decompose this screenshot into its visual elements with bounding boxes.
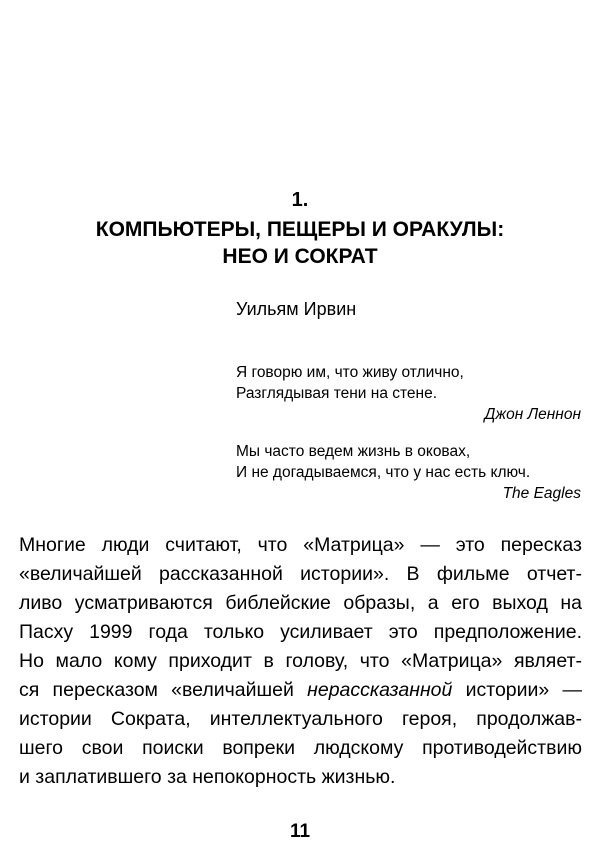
epigraph-lennon [236,362,581,425]
body-line: и заплатившего за непокорность жизнью. [19,766,396,788]
author-name: Уильям Ирвин [236,299,357,319]
body-line: ливо усматриваются библейские образы, а его выход на [19,592,582,614]
body-line: «величайшей рассказанной истории». В фильме отчет- [19,563,582,585]
body-line: Многие люди считают, что «Матрица» — это пересказ [19,534,582,556]
epigraph-line: Мы часто ведем жизнь в оковах, [236,443,471,460]
epigraph-attribution: Джон Леннон [484,406,581,423]
body-line: Но мало кому приходит в голову, что «Матрица» являет- [19,650,582,672]
chapter-title [40,216,560,270]
epigraph-line: И не догадываемся, что у нас есть ключ. [236,464,531,481]
body-line: истории Сократа, интеллектуального героя, продолжав- [19,708,582,730]
body-line [19,676,582,705]
chapter-number: 1. [291,189,309,211]
chapter-title-line-2: НЕО И СОКРАТ [222,245,378,268]
page-number: 11 [289,821,311,842]
body-paragraph [19,531,582,792]
body-text-run: истории» — [452,679,583,701]
body-line: шего свои поиски вопреки людскому противодействию [19,737,582,759]
epigraph-line: Разглядывая тени на стене. [236,385,438,402]
epigraph-attribution: The Eagles [502,485,581,502]
body-text-run: ся пересказом «величайшей [19,679,308,701]
body-line: Пасху 1999 года только усиливает это предположение. [19,621,582,643]
epigraph-eagles [236,441,581,504]
chapter-title-line-1: КОМПЬЮТЕРЫ, ПЕЩЕРЫ И ОРАКУЛЫ: [95,218,505,241]
epigraph-line: Я говорю им, что живу отлично, [236,364,464,381]
body-italic-word: нерассказанной [307,679,453,701]
